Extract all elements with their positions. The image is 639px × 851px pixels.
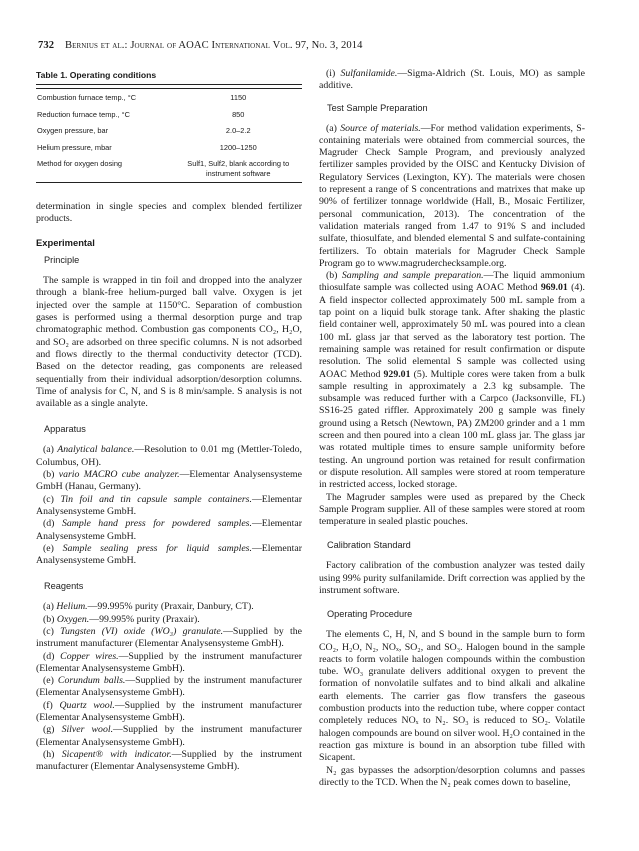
list-item bbox=[36, 749, 302, 774]
calibration-text: Factory calibration of the combustion analyzer was tested daily using 99% purity sulfanilamide. Drift correction was applied by the instrument software. bbox=[319, 560, 585, 596]
table-title: Table 1. Operating conditions bbox=[36, 70, 157, 80]
item-label: (h) bbox=[43, 748, 55, 760]
n2-paragraph: N₂ gas bypasses the adsorption/desorption columns and passes directly to the TCD. When the N₂ peak comes down to baseline, bbox=[319, 764, 585, 788]
item-text: —Elementar Analysensysteme GmbH (Hanau, Germany). bbox=[36, 469, 302, 493]
operating-text: The elements C, H, N, and S bound in the sample burn to form CO₂, H₂O, N₂, NOₓ, SO₂, and SO₃. Halogen bound in the sample reacts to form volatile halogen compounds within the combustion tube. WO₃ granulate delivers additional oxygen to prevent the formation of nonvolatile sulfates and to bind alkali and alkaline earth elements. The carrier gas flow transfers the gaseous combustion products into the reduction tube, where copper contact completely reduces NOₓ to N₂. SO₃ is reduced to SO₂. Volatile halogen compounds are bound on silver wool. H₂O contained in the reaction gas mixture is bound in an absorption tube filled with Sicapent. bbox=[319, 629, 585, 764]
table-cell-value: 2.0–2.2 bbox=[225, 126, 251, 136]
item-text: —The liquid ammonium thiosulfate sample was collected using AOAC Method bbox=[319, 270, 586, 294]
item-text: —99.995% purity (Praxair, Danbury, CT). bbox=[87, 601, 254, 613]
reagents-list bbox=[36, 601, 302, 773]
table-row bbox=[36, 122, 302, 139]
table-row bbox=[36, 89, 302, 106]
item-text: —Supplied by the instrument manufacturer (Elementar Analysensysteme GmbH). bbox=[36, 699, 303, 724]
list-item bbox=[36, 626, 302, 651]
list-item bbox=[36, 614, 302, 626]
list-item bbox=[36, 651, 302, 676]
item-name: Tin foil and tin capsule sample containers. bbox=[60, 493, 252, 505]
table-cell-label: Combustion furnace temp., °C bbox=[37, 93, 137, 102]
reagent-i bbox=[319, 68, 585, 93]
item-text: —Supplied by the instrument manufacturer (Elementar Analysensysteme GmbH). bbox=[36, 625, 302, 650]
item-name: Copper wires. bbox=[60, 650, 119, 662]
intro-continued: determination in single species and complex blended fertilizer products. bbox=[36, 200, 302, 224]
table-row bbox=[36, 106, 302, 123]
magruder-paragraph: The Magruder samples were used as prepared by the Check Sample Program supplier. All of these samples were stored at room temperature in sealed plastic pouches. bbox=[319, 491, 585, 528]
item-text: —99.995% purity (Praxair). bbox=[89, 613, 200, 625]
test-sample-heading: Test Sample Preparation bbox=[327, 102, 428, 113]
page-number: 732 bbox=[38, 40, 55, 51]
item-name: Sampling and sample preparation. bbox=[341, 270, 484, 282]
table-cell-value: 1150 bbox=[230, 93, 247, 102]
item-label: (d) bbox=[43, 518, 55, 530]
table-cell-label: Reduction furnace temp., °C bbox=[37, 109, 130, 119]
item-label: (b) bbox=[43, 613, 55, 625]
list-item bbox=[36, 494, 302, 519]
item-label: (c) bbox=[43, 625, 54, 637]
item-text: (4). A field inspector collected approximately 500 mL sample from a tap point on a liquid bulk storage tank. After shaking the plastic field container well, approximately 50 mL was poured into a clean 100 mL glass jar that served as the laboratory test portion. The remaining sample was retained for result confirmation or dispute resolution. The solid elemental S sample was collected using AOAC Method bbox=[319, 282, 585, 380]
method-number: 929.01 bbox=[383, 368, 411, 380]
item-label: (i) bbox=[326, 68, 336, 79]
running-header bbox=[38, 40, 608, 51]
item-text: —Elementar Analysensysteme GmbH. bbox=[36, 518, 303, 542]
item-name: Quartz wool. bbox=[59, 699, 115, 711]
item-name: Analytical balance. bbox=[57, 444, 135, 456]
item-label: (d) bbox=[43, 650, 55, 662]
item-text: —Sigma-Aldrich (St. Louis, MO) as sample additive. bbox=[319, 68, 585, 92]
list-item bbox=[36, 675, 302, 700]
table-cell-label: Helium pressure, mbar bbox=[37, 142, 112, 152]
list-item bbox=[36, 700, 302, 725]
sampling-preparation bbox=[319, 270, 585, 491]
item-name: Tungsten (VI) oxide (WO₃) granulate. bbox=[60, 625, 224, 637]
item-text: —Supplied by the instrument manufacturer (Elementar Analysensysteme GmbH). bbox=[36, 724, 302, 748]
list-item bbox=[36, 469, 302, 494]
item-label: (g) bbox=[43, 724, 55, 736]
left-column bbox=[36, 68, 302, 774]
item-name: Sample sealing press for liquid samples. bbox=[62, 542, 252, 554]
calibration-heading: Calibration Standard bbox=[327, 540, 411, 551]
item-name: Sulfanilamide. bbox=[340, 68, 398, 79]
principle-text: The sample is wrapped in tin foil and dropped into the analyzer through a blank-free helium-purged ball valve. Oxygen is jet injected over the sample at 1150°C. Separation of combustion gases is performed using a thermal desorption purge and trap chromatographic method. Combustion gas components CO₂, H₂O, and SO₂ are adsorbed on three specific columns. N is not adsorbed and flows directly to the thermal conductivity detector (TCD). Based on the detector reading, gas components are released sequentially from their individual adsorption/desorption columns. Time of analysis for C, N, and S is 8 min/sample. S analysis is not available as a single analyte. bbox=[36, 275, 302, 410]
item-label: (c) bbox=[43, 493, 54, 505]
item-name: Sample hand press for powdered samples. bbox=[61, 518, 252, 530]
item-label: (f) bbox=[43, 699, 53, 711]
item-label: (e) bbox=[43, 542, 54, 554]
table-cell-value: 1200–1250 bbox=[219, 142, 257, 152]
table-cell-value: Sulf1, Sulf2, blank according to instrument software bbox=[187, 159, 290, 178]
item-label: (a) bbox=[43, 601, 54, 613]
method-number: 969.01 bbox=[540, 282, 568, 294]
item-label: (e) bbox=[43, 675, 54, 687]
item-label: (b) bbox=[43, 469, 55, 481]
table-cell-value: 850 bbox=[232, 109, 245, 119]
operating-conditions-table bbox=[36, 89, 302, 182]
item-text: —Elementar Analysensysteme GmbH. bbox=[36, 493, 302, 517]
source-of-materials bbox=[319, 123, 585, 271]
table-cell-label: Oxygen pressure, bar bbox=[37, 126, 109, 136]
list-item bbox=[36, 601, 302, 613]
item-name: Silver wool. bbox=[61, 724, 114, 736]
item-text: —Supplied by the instrument manufacturer (Elementar Analysensysteme GmbH). bbox=[36, 650, 303, 674]
item-text: (5). Multiple cores were taken from a bulk sample resulting in approximately a 2.3 kg subsample. The subsample was reduced further with a Carpco (Jacksonville, FL) SS16-25 gated riffler. Approximately 200 g sample was finely ground using a Retsch (Newtown, PA) ZM200 grinder and a 1 mm screen and then poured into a clean 100 mL glass jar. The glass jar was rotated multiple times to ensure sample uniformity before testing. An unground portion was retained for result confirmation or dispute resolution. All samples were stored at room temperature in restricted access, locked storage. bbox=[319, 368, 585, 491]
list-item bbox=[36, 518, 302, 543]
item-name: Corundum balls. bbox=[57, 675, 126, 687]
table-top-rule bbox=[36, 84, 302, 85]
item-name: Oxygen. bbox=[56, 613, 90, 625]
item-name: Helium. bbox=[56, 601, 88, 613]
principle-heading: Principle bbox=[44, 255, 80, 266]
item-name: Sicapent® with indicator. bbox=[61, 748, 172, 760]
table-cell-label: Method for oxygen dosing bbox=[37, 159, 123, 169]
item-label: (b) bbox=[326, 270, 338, 282]
apparatus-heading: Apparatus bbox=[44, 424, 86, 435]
item-label: (a) bbox=[326, 122, 337, 134]
running-title: Bernius et al.: Journal of AOAC International Vol. 97, No. 3, 2014 bbox=[64, 40, 363, 51]
reagents-heading: Reagents bbox=[44, 581, 84, 592]
item-name: vario MACRO cube analyzer. bbox=[58, 469, 180, 481]
table-row bbox=[36, 139, 302, 156]
operating-heading: Operating Procedure bbox=[327, 609, 413, 620]
list-item bbox=[36, 543, 302, 568]
list-item bbox=[36, 444, 302, 469]
right-column bbox=[319, 68, 585, 789]
experimental-heading: Experimental bbox=[36, 237, 95, 249]
table-row bbox=[36, 155, 302, 181]
item-text: —For method validation experiments, S-containing materials were obtained from commercial sources, the Magruder Check Sample Program, and previously analyzed fertilizer samples provided by the OISC and Kentucky Division of Regulatory Services (Lexington, KY). The materials were chosen to represent a range of S concentrations and matrixes that make up 90% of fertilizer tonnage worldwide (Hall, B., Mosaic Fertilizer, personal communication, 2013). The concentration of the validation materials ranged from 1.47 to 91% S and included sulfate, thiosulfate, and blended elemental S and sulfate-containing fertilizers. To obtain materials for Magruder Check Sample Program go to www.magruderchecksample.org. bbox=[319, 122, 585, 269]
item-text: —Elementar Analysensysteme GmbH. bbox=[36, 542, 302, 567]
item-label: (a) bbox=[43, 444, 54, 456]
item-text: —Resolution to 0.01 mg (Mettler-Toledo, Columbus, OH). bbox=[36, 444, 303, 468]
apparatus-list bbox=[36, 444, 302, 567]
item-name: Source of materials. bbox=[340, 122, 421, 134]
list-item bbox=[36, 724, 302, 749]
item-text: —Supplied by the instrument manufacturer (Elementar Analysensysteme GmbH). bbox=[36, 748, 303, 773]
item-text: —Supplied by the instrument manufacturer (Elementar Analysensysteme GmbH). bbox=[36, 675, 302, 699]
